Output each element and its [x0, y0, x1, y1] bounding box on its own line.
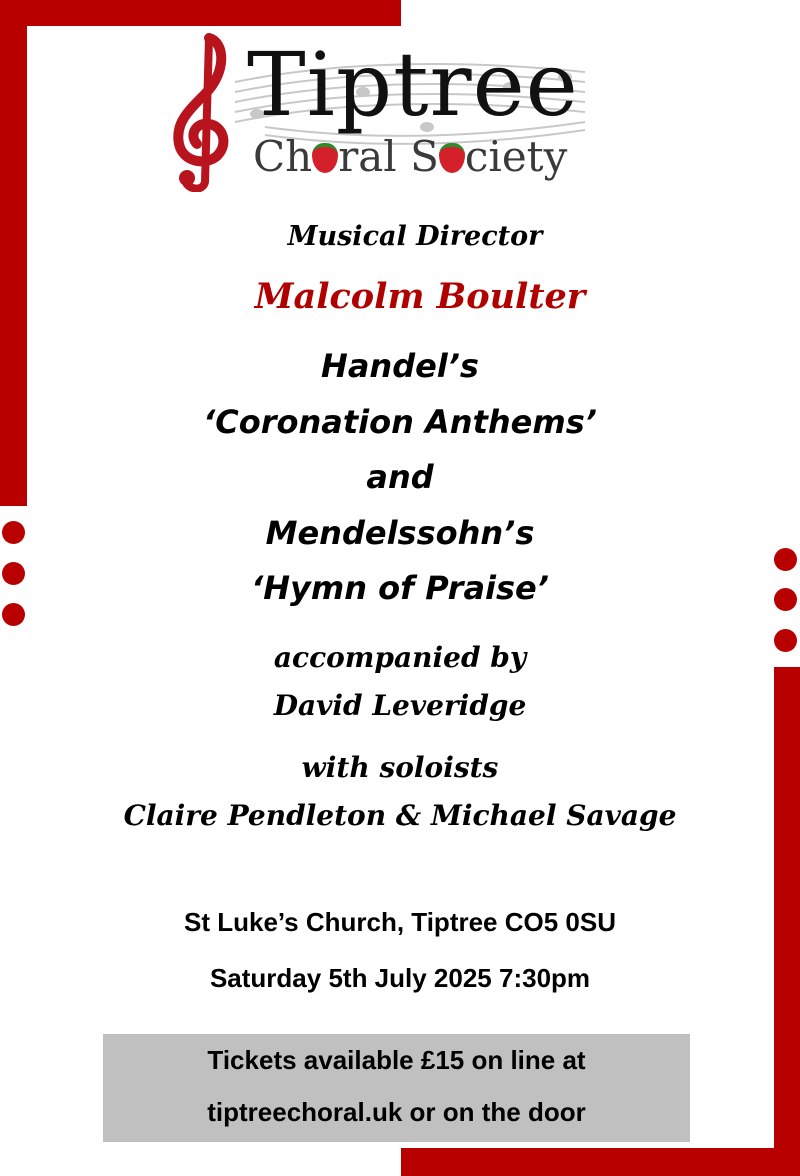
frame-bottom-bar	[401, 1148, 800, 1176]
event-venue: St Luke’s Church, Tiptree CO5 0SU	[184, 907, 616, 937]
programme-line-2: ‘Coronation Anthems’	[203, 403, 597, 441]
tickets-box	[103, 1034, 690, 1142]
event-datetime: Saturday 5th July 2025 7:30pm	[209, 963, 591, 993]
tickets-line-1: Tickets available £15 on line at	[207, 1045, 586, 1075]
frame-top-bar	[0, 0, 401, 26]
strawberry-icon	[312, 143, 338, 173]
programme-line-1: Handel’s	[321, 347, 479, 385]
accompanist-name: David Leveridge	[273, 689, 527, 722]
logo	[165, 32, 635, 192]
logo-title: Tiptree	[247, 33, 579, 136]
accompanied-label: accompanied by	[273, 641, 527, 674]
strawberry-icon	[439, 143, 465, 173]
tickets-line-2[interactable]: tiptreechoral.uk or on the door	[207, 1097, 586, 1127]
soloists-label: with soloists	[301, 751, 499, 784]
logo-subtitle: Ch ral S ciety	[253, 132, 568, 181]
director-label: Musical Director	[287, 221, 543, 252]
programme-line-3: and	[366, 458, 434, 496]
programme-line-4: Mendelssohn’s	[265, 514, 535, 552]
treble-clef-icon	[165, 32, 245, 192]
director-name: Malcolm Boulter	[254, 276, 586, 317]
soloists-names: Claire Pendleton & Michael Savage	[123, 799, 677, 832]
programme-line-5: ‘Hymn of Praise’	[251, 569, 549, 607]
